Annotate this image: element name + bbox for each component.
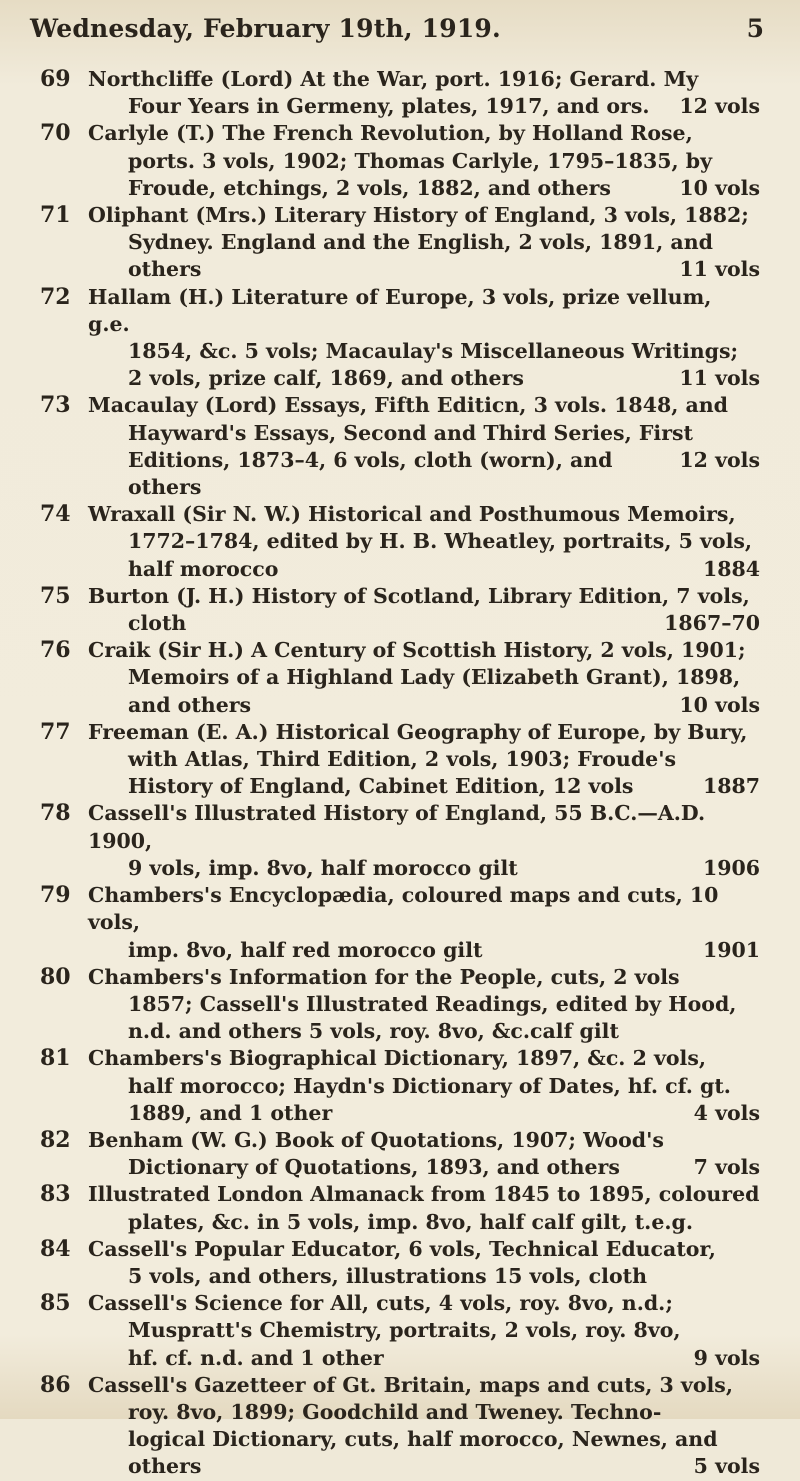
lot-text: Cassell's Illustrated History of England, 55 B.C.—A.D. 1900, bbox=[88, 801, 706, 853]
lot-description-line bbox=[88, 338, 760, 365]
lot-quantity: 10 vols bbox=[679, 175, 760, 200]
lot-number: 72 bbox=[40, 283, 71, 310]
lot-description-line bbox=[88, 501, 760, 528]
lot-quantity: 10 vols bbox=[679, 692, 760, 717]
lot-description-line bbox=[88, 1181, 760, 1208]
lot-entry bbox=[40, 882, 760, 964]
lot-quantity: 1901 bbox=[702, 937, 760, 962]
lot-text: Benham (W. G.) Book of Quotations, 1907; Wood's bbox=[88, 1127, 664, 1152]
lot-number: 86 bbox=[40, 1371, 71, 1398]
lot-text: Burton (J. H.) History of Scotland, Library Edition, 7 vols, bbox=[88, 583, 750, 608]
lot-description-line bbox=[88, 1236, 760, 1263]
lot-description-line bbox=[88, 719, 760, 746]
lot-description-line bbox=[88, 528, 760, 555]
lot-text: Chambers's Information for the People, cuts, 2 vols bbox=[88, 964, 680, 989]
lot-text: Cassell's Science for All, cuts, 4 vols, roy. 8vo, n.d.; bbox=[88, 1291, 673, 1316]
lot-entry bbox=[40, 120, 760, 202]
lot-text: Wraxall (Sir N. W.) Historical and Posthumous Memoirs, bbox=[88, 502, 736, 527]
lot-description-line bbox=[88, 746, 760, 773]
lot-entry bbox=[40, 637, 760, 719]
lot-number: 71 bbox=[40, 202, 71, 229]
lot-number: 81 bbox=[40, 1045, 71, 1072]
lot-entry bbox=[40, 1181, 760, 1235]
lot-text: Four Years in Germeny, plates, 1917, and ors. bbox=[128, 94, 650, 119]
lot-description-line bbox=[88, 991, 760, 1018]
lot-text: Dictionary of Quotations, 1893, and others bbox=[128, 1155, 620, 1180]
lot-text: logical Dictionary, cuts, half morocco, Newnes, and bbox=[128, 1427, 718, 1452]
lot-description-line bbox=[88, 1263, 760, 1290]
lot-text: Hallam (H.) Literature of Europe, 3 vols, prize vellum, g.e. bbox=[88, 284, 712, 336]
lot-text: half morocco bbox=[128, 556, 279, 581]
lot-entry bbox=[40, 501, 760, 583]
lot-description-line bbox=[88, 148, 760, 175]
lot-text: Oliphant (Mrs.) Literary History of England, 3 vols, 1882; bbox=[88, 203, 749, 228]
lot-text: Chambers's Encyclopædia, coloured maps and cuts, 10 vols, bbox=[88, 883, 719, 935]
lot-description-line bbox=[88, 583, 760, 610]
lot-quantity: 5 vols bbox=[693, 1454, 760, 1479]
lot-text: Illustrated London Almanack from 1845 to 1895, coloured bbox=[88, 1182, 760, 1207]
lot-number: 76 bbox=[40, 637, 71, 664]
lot-list bbox=[40, 66, 760, 1481]
lot-text: half morocco; Haydn's Dictionary of Dates, hf. cf. gt. bbox=[128, 1073, 731, 1098]
lot-number: 83 bbox=[40, 1181, 71, 1208]
lot-quantity: 9 vols bbox=[693, 1345, 760, 1370]
lot-description-line bbox=[88, 1073, 760, 1100]
lot-entry bbox=[40, 202, 760, 284]
lot-description-line bbox=[88, 664, 760, 691]
lot-text: Northcliffe (Lord) At the War, port. 1916; Gerard. My bbox=[88, 67, 699, 91]
lot-text: roy. 8vo, 1899; Goodchild and Tweney. Techno- bbox=[128, 1399, 662, 1424]
lot-description-line bbox=[88, 1290, 760, 1317]
lot-description-line bbox=[88, 1426, 760, 1453]
lot-description-line bbox=[88, 93, 760, 120]
lot-description-line bbox=[88, 1317, 760, 1344]
lot-description-line bbox=[88, 610, 760, 637]
lot-description-line bbox=[88, 420, 760, 447]
lot-description-line bbox=[88, 882, 760, 936]
lot-quantity: 1884 bbox=[702, 556, 760, 581]
lot-text: 1889, and 1 other bbox=[128, 1100, 333, 1125]
lot-description-line bbox=[88, 120, 760, 147]
lot-text: Macaulay (Lord) Essays, Fifth Editicn, 3 vols. 1848, and bbox=[88, 393, 729, 418]
lot-quantity: 11 vols bbox=[679, 366, 760, 391]
lot-entry bbox=[40, 1236, 760, 1290]
lot-number: 70 bbox=[40, 120, 71, 147]
lot-description-line bbox=[88, 447, 760, 501]
lot-number: 78 bbox=[40, 800, 71, 827]
lot-text: Craik (Sir H.) A Century of Scottish History, 2 vols, 1901; bbox=[88, 638, 746, 663]
lot-text: cloth bbox=[128, 611, 187, 636]
lot-text: 1772–1784, edited by H. B. Wheatley, portraits, 5 vols, bbox=[128, 529, 753, 554]
lot-text: Memoirs of a Highland Lady (Elizabeth Grant), 1898, bbox=[128, 665, 741, 690]
lot-description-line bbox=[88, 229, 760, 256]
lot-description-line bbox=[88, 773, 760, 800]
lot-text: 2 vols, prize calf, 1869, and others bbox=[128, 366, 524, 391]
lot-text: with Atlas, Third Edition, 2 vols, 1903; Froude's bbox=[128, 747, 677, 772]
lot-entry bbox=[40, 1290, 760, 1372]
lot-description-line bbox=[88, 256, 760, 283]
lot-text: History of England, Cabinet Edition, 12 vols bbox=[128, 774, 634, 799]
lot-number: 75 bbox=[40, 582, 71, 609]
lot-quantity: 1906 bbox=[702, 855, 760, 880]
lot-description-line bbox=[88, 202, 760, 229]
lot-entry bbox=[40, 1372, 760, 1481]
lot-description-line bbox=[88, 1399, 760, 1426]
lot-description-line bbox=[88, 692, 760, 719]
lot-text: Hayward's Essays, Second and Third Series, First bbox=[128, 420, 694, 445]
lot-text: plates, &c. in 5 vols, imp. 8vo, half calf gilt, t.e.g. bbox=[128, 1209, 693, 1234]
lot-entry bbox=[40, 284, 760, 393]
lot-quantity: 11 vols bbox=[679, 257, 760, 282]
lot-number: 69 bbox=[40, 66, 71, 92]
lot-quantity: 12 vols bbox=[679, 94, 760, 119]
lot-text: 1854, &c. 5 vols; Macaulay's Miscellaneous Writings; bbox=[128, 339, 739, 364]
lot-entry bbox=[40, 1045, 760, 1127]
lot-description-line bbox=[88, 937, 760, 964]
lot-description-line bbox=[88, 1127, 760, 1154]
lot-text: Freeman (E. A.) Historical Geography of Europe, by Bury, bbox=[88, 719, 748, 744]
lot-text: hf. cf. n.d. and 1 other bbox=[128, 1345, 384, 1370]
lot-text: Cassell's Gazetteer of Gt. Britain, maps and cuts, 3 vols, bbox=[88, 1372, 733, 1397]
lot-description-line bbox=[88, 284, 760, 338]
lot-number: 82 bbox=[40, 1126, 71, 1153]
lot-description-line bbox=[88, 365, 760, 392]
lot-text: Chambers's Biographical Dictionary, 1897, &c. 2 vols, bbox=[88, 1046, 707, 1071]
lot-entry bbox=[40, 800, 760, 882]
lot-text: n.d. and others 5 vols, roy. 8vo, &c.calf gilt bbox=[128, 1019, 619, 1044]
lot-text: Editions, 1873–4, 6 vols, cloth (worn), and others bbox=[128, 447, 613, 500]
lot-number: 79 bbox=[40, 882, 71, 909]
lot-text: Carlyle (T.) The French Revolution, by Holland Rose, bbox=[88, 121, 693, 146]
lot-entry bbox=[40, 719, 760, 801]
lot-quantity: 1887 bbox=[702, 774, 760, 799]
lot-quantity: 7 vols bbox=[693, 1155, 760, 1180]
lot-description-line bbox=[88, 66, 760, 93]
lot-entry bbox=[40, 964, 760, 1046]
lot-text: others bbox=[128, 257, 202, 282]
lot-quantity: 1867–70 bbox=[664, 611, 760, 636]
lot-entry bbox=[40, 1127, 760, 1181]
lot-text: 1857; Cassell's Illustrated Readings, edited by Hood, bbox=[128, 991, 737, 1016]
lot-description-line bbox=[88, 637, 760, 664]
lot-number: 80 bbox=[40, 963, 71, 990]
lot-description-line bbox=[88, 1100, 760, 1127]
lot-description-line bbox=[88, 1154, 760, 1181]
page-header bbox=[30, 14, 764, 54]
lot-description-line bbox=[88, 1209, 760, 1236]
lot-description-line bbox=[88, 1345, 760, 1372]
lot-description-line bbox=[88, 556, 760, 583]
lot-entry bbox=[40, 583, 760, 637]
lot-description-line bbox=[88, 1045, 760, 1072]
lot-number: 73 bbox=[40, 392, 71, 419]
lot-number: 77 bbox=[40, 718, 71, 745]
lot-text: Sydney. England and the English, 2 vols, 1891, and bbox=[128, 230, 713, 255]
lot-text: Froude, etchings, 2 vols, 1882, and others bbox=[128, 175, 611, 200]
lot-text: ports. 3 vols, 1902; Thomas Carlyle, 1795–1835, by bbox=[128, 148, 713, 173]
lot-description-line bbox=[88, 855, 760, 882]
lot-text: and others bbox=[128, 692, 252, 717]
lot-number: 74 bbox=[40, 501, 71, 528]
lot-entry bbox=[40, 392, 760, 501]
lot-description-line bbox=[88, 1018, 760, 1045]
lot-text: others bbox=[128, 1454, 202, 1479]
lot-text: 5 vols, and others, illustrations 15 vols, cloth bbox=[128, 1263, 647, 1288]
page-number: 5 bbox=[746, 14, 764, 43]
lot-description-line bbox=[88, 800, 760, 854]
lot-description-line bbox=[88, 1453, 760, 1480]
lot-text: imp. 8vo, half red morocco gilt bbox=[128, 937, 483, 962]
page-date: Wednesday, February 19th, 1919. bbox=[30, 14, 501, 43]
lot-quantity: 12 vols bbox=[679, 447, 760, 472]
lot-number: 84 bbox=[40, 1235, 71, 1262]
lot-quantity: 4 vols bbox=[693, 1100, 760, 1125]
lot-text: Muspratt's Chemistry, portraits, 2 vols, roy. 8vo, bbox=[128, 1318, 681, 1343]
lot-number: 85 bbox=[40, 1290, 71, 1317]
lot-text: 9 vols, imp. 8vo, half morocco gilt bbox=[128, 855, 518, 880]
lot-description-line bbox=[88, 175, 760, 202]
lot-description-line bbox=[88, 964, 760, 991]
lot-text: Cassell's Popular Educator, 6 vols, Technical Educator, bbox=[88, 1236, 716, 1261]
lot-entry bbox=[40, 66, 760, 120]
lot-description-line bbox=[88, 1372, 760, 1399]
lot-description-line bbox=[88, 392, 760, 419]
